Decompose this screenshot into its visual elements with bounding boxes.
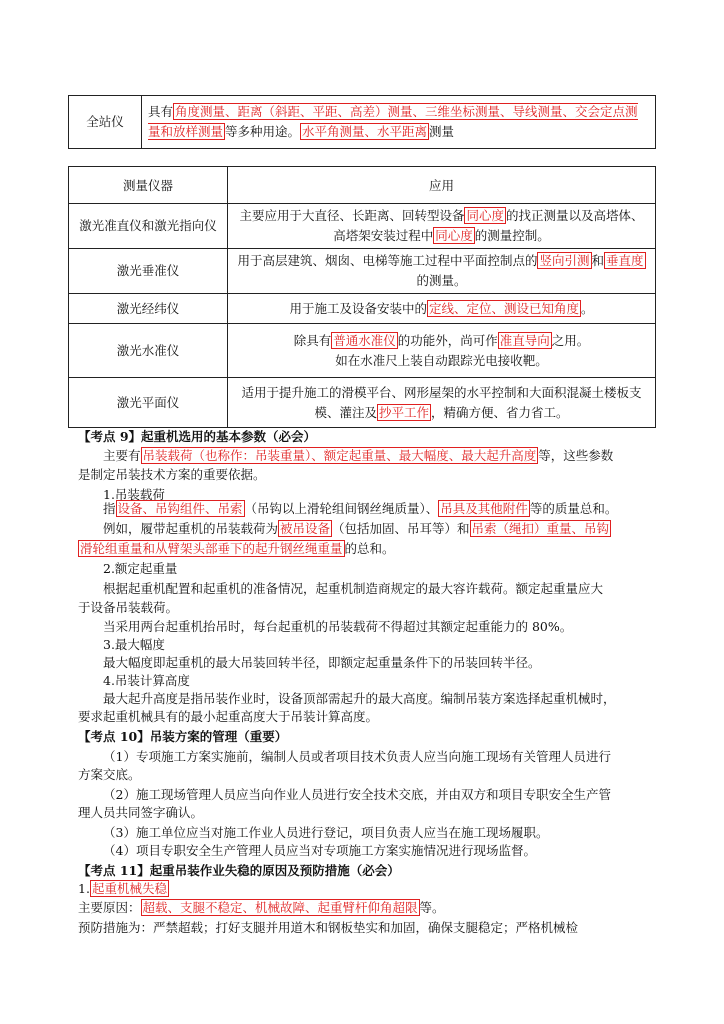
paragraph: 主要有 吊装载荷（也称作：吊装重量）、额定起重量、最大幅度、最大起升高度 等，这些参数: [103, 448, 614, 463]
table-row: [69, 378, 656, 428]
total-station-table: [68, 95, 656, 149]
highlight-box: 普通水准仪: [333, 332, 396, 348]
instrument-name: 激光经纬仪: [69, 294, 228, 324]
paragraph: 指 设备、吊钩组件、吊索 （吊钩以上滑轮组间钢丝绳质量）、 吊具及其他附件 等的质量总和。: [103, 501, 618, 516]
highlight-box: 吊装载荷（也称作：吊装重量）、额定起重量、最大幅度、最大起升高度: [142, 448, 537, 463]
paragraph: 滑轮组重量和从臂架头部垂下的起升钢丝绳重量 的总和。: [80, 541, 395, 556]
instrument-use: 用于施工及设备安装中的 定线、定位、测设已知角度 。: [228, 294, 656, 324]
instrument-use: 主要应用于大直径、长距离、回转型设备 同心度 的找正测量以及高塔体、高塔架安装过程中 同心度 的测量控制。: [228, 204, 656, 249]
highlight-box: 定线、定位、测设已知角度: [428, 300, 579, 316]
instrument-use: 用于高层建筑、烟囱、电梯等施工过程中平面控制点的 竖向引测 和 垂直度的测量。: [228, 249, 656, 294]
highlight-box: 准直导向: [499, 332, 550, 348]
paragraph: 主要原因： 超载、支腿不稳定、机械故障、起重臂杆仰角超限 等。: [78, 900, 445, 915]
highlight-box: 起重机械失稳: [91, 881, 167, 896]
table-row: [69, 204, 656, 249]
instrument-name: 激光准直仪和激光指向仪: [69, 204, 228, 249]
instrument-name: 激光水准仪: [69, 324, 228, 378]
paragraph: 要求起重机械具有的最小起重高度大于吊装计算高度。: [78, 709, 379, 724]
total-station-name: 全站仪: [69, 96, 142, 149]
paragraph: （3）施工单位应当对施工作业人员进行登记，项目负责人应当在施工现场履职。: [103, 825, 549, 840]
item-title: 1. 起重机械失稳: [78, 881, 167, 896]
paragraph: 当采用两台起重机抬吊时，每台起重机的吊装载荷不得超过其额定起重能力的 80%。: [103, 619, 573, 634]
item-title: 4.吊装计算高度: [103, 673, 190, 688]
paragraph: 最大幅度即起重机的最大吊装回转半径，即额定起重量条件下的吊装回转半径。: [103, 655, 541, 670]
highlight-box: 吊具及其他附件: [440, 501, 528, 516]
section-9-heading: 【考点 9】起重机选用的基本参数（必会）: [78, 429, 317, 444]
highlight-box: 垂直度: [606, 253, 644, 268]
paragraph: 预防措施为：严禁超载；打好支腿并用道木和钢板垫实和加固，确保支腿稳定；严格机械检: [78, 920, 579, 935]
instrument-use: 适用于提升施工的滑模平台、网形屋架的水平控制和大面积混凝土楼板支模、灌注及 抄平工作 ，精确方便、省力省工。: [228, 378, 656, 428]
table-row: [69, 324, 656, 378]
highlight-box: 同心度: [466, 208, 504, 223]
instrument-name: 激光垂准仪: [69, 249, 228, 294]
highlight-box: 设备、吊钩组件、吊索: [117, 501, 243, 516]
paragraph: 是制定吊装技术方案的重要依据。: [78, 467, 266, 482]
paragraph: 方案交底。: [78, 767, 141, 782]
highlight-box: 同心度: [435, 228, 473, 243]
paragraph: （1）专项施工方案实施前，编制人员或者项目技术负责人应当向施工现场有关管理人员进行: [103, 749, 611, 764]
paragraph: 于设备吊装载荷。: [78, 600, 179, 615]
total-station-desc: 具有 角度测量、距离（斜距、平距、高差）测量、三维坐标测量、导线测量、交会定点测量和放样测量 等多种用途。 水平角测量、水平距离 测量: [142, 96, 656, 149]
laser-instrument-table: [68, 166, 656, 428]
highlight-box: 竖向引测: [539, 253, 590, 268]
paragraph: 理人员共同签字确认。: [78, 805, 204, 820]
highlight-box: 滑轮组重量和从臂架头部垂下的起升钢丝绳重量: [80, 541, 343, 556]
paragraph: 最大起升高度是指吊装作业时，设备顶部需起升的最大高度。编制吊装方案选择起重机械时，: [103, 691, 616, 706]
section-10-heading: 【考点 10】吊装方案的管理（重要）: [78, 729, 288, 744]
item-title: 3.最大幅度: [103, 637, 165, 652]
paragraph: 例如，履带起重机的吊装载荷为 被吊设备 （包括加固、吊耳等）和 吊索（绳扣）重量、吊钩: [103, 521, 610, 536]
item-title: 1.吊装载荷: [103, 487, 165, 502]
section-11-heading: 【考点 11】起重吊装作业失稳的原因及预防措施（必会）: [78, 863, 400, 878]
highlight-box: 吊索（绳扣）重量、吊钩: [471, 521, 610, 536]
table-row: [69, 294, 656, 324]
column-header-instrument: 测量仪器: [69, 167, 228, 204]
instrument-name: 激光平面仪: [69, 378, 228, 428]
instrument-use: 除具有 普通水准仪 的功能外，尚可作 准直导向 之用。 如在水准尺上装自动跟踪光电接收靶。: [228, 324, 656, 378]
paragraph: （2）施工现场管理人员应当向作业人员进行安全技术交底，并由双方和项目专职安全生产管: [103, 787, 611, 802]
highlight-box: 被吊设备: [280, 521, 331, 536]
highlight-box: 抄平工作: [378, 404, 429, 420]
item-title: 2.额定起重量: [103, 561, 178, 576]
paragraph: 根据起重机配置和起重机的准备情况，起重机制造商规定的最大容许载荷。额定起重量应大: [103, 581, 604, 596]
table-row: [69, 249, 656, 294]
highlight-box: 角度测量、距离（斜距、平距、高差）测量、三维坐标测量、导线测量、交会定点测量和放样测量: [148, 104, 638, 139]
column-header-use: 应用: [228, 167, 656, 204]
highlight-box: 超载、支腿不稳定、机械故障、起重臂杆仰角超限: [142, 900, 418, 915]
paragraph: （4）项目专职安全生产管理人员应当对专项施工方案实施情况进行现场监督。: [103, 843, 536, 858]
highlight-box: 水平角测量、水平距离: [302, 124, 428, 139]
